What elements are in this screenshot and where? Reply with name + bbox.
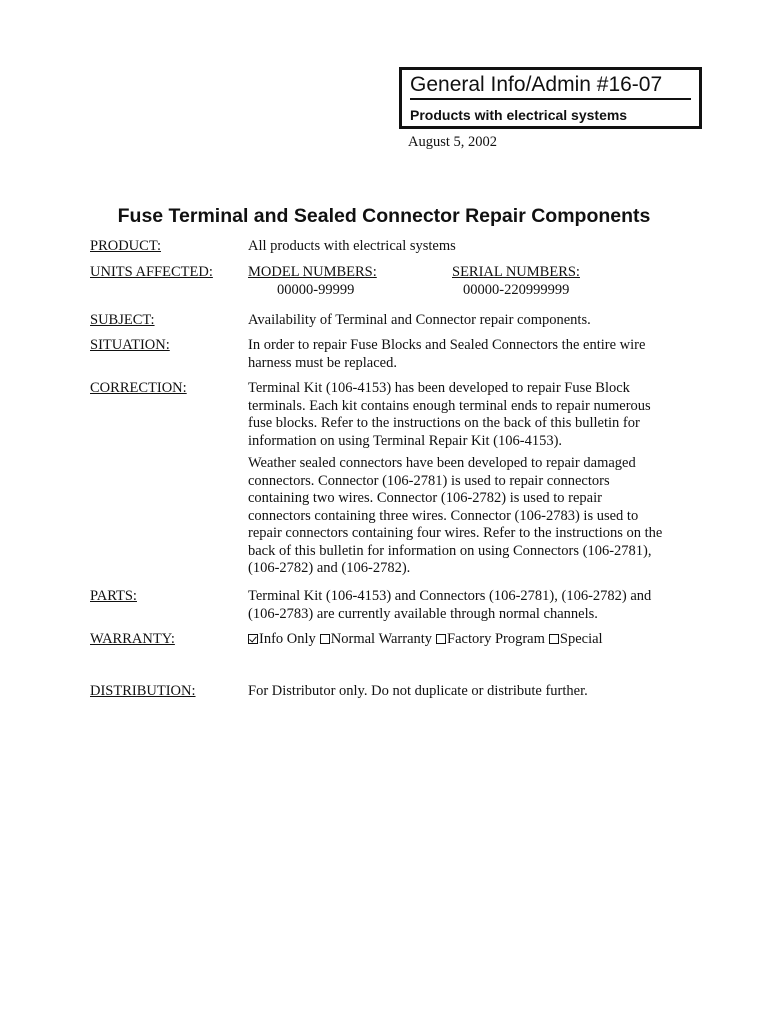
bulletin-date: August 5, 2002 [408, 134, 498, 150]
units-affected-label: UNITS AFFECTED: [90, 264, 213, 280]
warranty-option-info-only [248, 631, 316, 648]
serial-numbers-heading: SERIAL NUMBERS: [452, 264, 580, 280]
bulletin-number: General Info/Admin #16-07 [410, 73, 663, 96]
empty-box-icon [549, 634, 559, 644]
subject-label: SUBJECT: [90, 312, 155, 328]
correction-paragraph-1: Terminal Kit (106-4153) has been developed to repair Fuse Block terminals. Each kit contains enough terminal ends to repair numerous fuse blocks. Refer to the instructions on the back of this bulletin for information on using Terminal Repair Kit (106-4153). [248, 380, 651, 449]
model-numbers-heading: MODEL NUMBERS: [248, 264, 377, 280]
checked-box-icon [248, 634, 258, 644]
correction-label: CORRECTION: [90, 380, 187, 396]
warranty-option-label: Factory Program [447, 631, 545, 647]
subject-value: Availability of Terminal and Connector repair components. [248, 312, 591, 328]
bulletin-header-box [399, 67, 702, 129]
warranty-option-normal-warranty [320, 631, 432, 648]
parts-label: PARTS: [90, 588, 137, 604]
model-numbers-range: 00000-99999 [277, 282, 355, 298]
empty-box-icon [436, 634, 446, 644]
parts-value: Terminal Kit (106-4153) and Connectors (106-2781), (106-2782) and (106-2783) are currently available through normal channels. [248, 588, 652, 622]
header-divider [410, 98, 691, 100]
warranty-option-label: Info Only [259, 631, 316, 647]
warranty-options [248, 631, 603, 648]
warranty-label: WARRANTY: [90, 631, 175, 647]
empty-box-icon [320, 634, 330, 644]
warranty-option-factory-program [436, 631, 545, 648]
situation-label: SITUATION: [90, 337, 170, 353]
situation-value: In order to repair Fuse Blocks and Sealed Connectors the entire wire harness must be replaced. [248, 337, 646, 371]
distribution-value: For Distributor only. Do not duplicate or distribute further. [248, 683, 588, 699]
warranty-option-label: Normal Warranty [330, 631, 433, 647]
correction-paragraph-2: Weather sealed connectors have been developed to repair damaged connectors. Connector (106-2781) is used to repair connectors containing two wires. Connector (106-2782) is used to repair connectors containing three wires. Connector (106-2783) is used to repair connectors containing four wires. Refer to the instructions on the back of this bulletin for information on using Connectors (106-2781), (106-2782) and (106-2782). [248, 455, 663, 576]
product-value: All products with electrical systems [248, 238, 456, 254]
product-label: PRODUCT: [90, 238, 161, 254]
warranty-option-label: Special [559, 631, 603, 647]
warranty-option-special [549, 631, 603, 648]
serial-numbers-range: 00000-220999999 [463, 282, 570, 298]
document-title: Fuse Terminal and Sealed Connector Repair Components [117, 205, 651, 227]
bulletin-subtitle: Products with electrical systems [410, 107, 628, 123]
distribution-label: DISTRIBUTION: [90, 683, 196, 699]
